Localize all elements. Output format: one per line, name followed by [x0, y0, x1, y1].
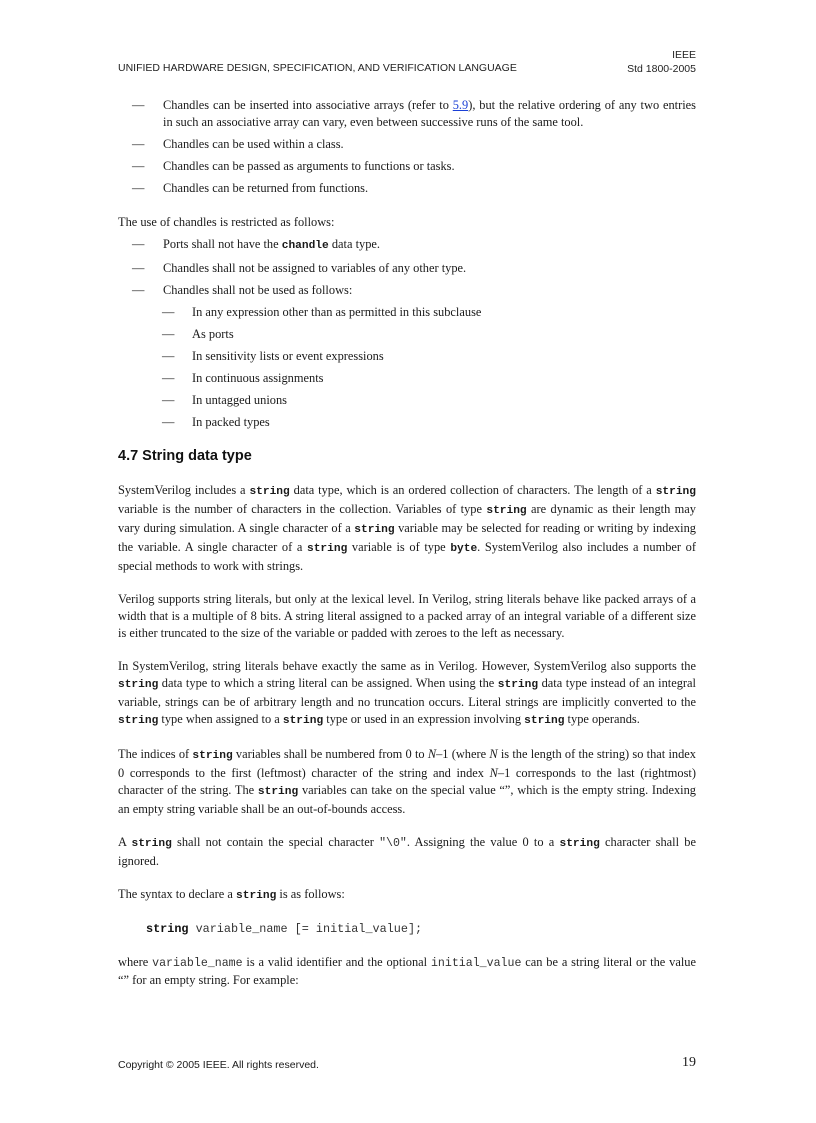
paragraph: SystemVerilog includes a string data type, which is an ordered collection of characters. The length of a string variable is the number of characters in the collection. Variables of type string are dynamic as their length may vary during simulation. A single character of a string variable may be selected for reading or writing by indexing the variable. A single character of a string variable is of type byte. SystemVerilog also includes a number of special methods to work with strings. — [118, 483, 696, 573]
xref-link-5-9[interactable]: 5.9 — [452, 98, 469, 112]
copyright-notice: Copyright © 2005 IEEE. All rights reserved. — [118, 1059, 319, 1071]
dash: — — [132, 137, 145, 151]
dash: — — [132, 98, 145, 112]
dash: — — [132, 283, 145, 297]
header-standard — [627, 48, 696, 76]
section-heading: 4.7 String data type — [118, 448, 252, 464]
sub-list-item: — In continuous assignments — [162, 371, 324, 385]
list-item: — Chandles can be used within a class. — [132, 137, 344, 151]
dash: — — [132, 261, 145, 275]
list-item: — Chandles shall not be assigned to variables of any other type. — [132, 261, 467, 275]
code-example: string variable_name [= initial_value]; — [146, 922, 423, 936]
header-title: UNIFIED HARDWARE DESIGN, SPECIFICATION, AND VERIFICATION LANGUAGE — [118, 62, 517, 74]
paragraph: The indices of string variables shall be numbered from 0 to N–1 (where N is the length of the string) so that index 0 corresponds to the first (leftmost) character of the string and index N–1 corresponds to the last (rightmost) character of the string. The string variables can take on the special value “”, which is the empty string. Indexing an empty string variable shall be an out-of-bounds access. — [118, 747, 696, 816]
sub-list-item: — In any expression other than as permitted in this subclause — [162, 305, 482, 319]
sub-list-item: — In sensitivity lists or event expressions — [162, 349, 384, 363]
list-item: — Chandles can be passed as arguments to functions or tasks. — [132, 159, 455, 173]
sub-list-item: — In packed types — [162, 415, 270, 429]
header-std-number: Std 1800-2005 — [627, 63, 696, 75]
paragraph: A string shall not contain the special character "\0". Assigning the value 0 to a string character shall be ignored. — [118, 835, 696, 868]
paragraph: where variable_name is a valid identifier and the optional initial_value can be a string literal or the value “” for an empty string. For example: — [118, 955, 696, 987]
header-org: IEEE — [672, 49, 696, 61]
dash: — — [132, 181, 145, 195]
sub-list-item: — In untagged unions — [162, 393, 287, 407]
sub-list-item: — As ports — [162, 327, 234, 341]
list-item: — Ports shall not have the chandle data type. — [132, 237, 380, 252]
paragraph: Verilog supports string literals, but only at the lexical level. In Verilog, string literals behave like packed arrays of a width that is a multiple of 8 bits. A string literal assigned to a packed array of an integral variable of a different size is either truncated to the size of the variable or padded with zeroes to the left as necessary. — [118, 592, 696, 640]
page-number: 19 — [682, 1055, 696, 1070]
paragraph: In SystemVerilog, string literals behave exactly the same as in Verilog. However, SystemVerilog also supports the string data type to which a string literal can be assigned. When using the string data type instead of an integral variable, strings can be of arbitrary length and no truncation occurs. Literal strings are implicitly converted to the string type when assigned to a string type or used in an expression involving string type operands. — [118, 659, 696, 727]
dash: — — [132, 159, 145, 173]
list-item: — Chandles can be returned from functions. — [132, 181, 369, 195]
paragraph: The syntax to declare a string is as follows: — [118, 887, 345, 902]
restriction-intro: The use of chandles is restricted as follows: — [118, 215, 335, 229]
page-body — [118, 97, 696, 1005]
list-item: — Chandles can be inserted into associative arrays (refer to 5.9), but the relative ordering of any two entries in such an associative array can vary, even between successive runs of the same tool. — [132, 98, 696, 129]
dash: — — [132, 237, 145, 251]
list-item: — Chandles shall not be used as follows: — [132, 283, 353, 297]
